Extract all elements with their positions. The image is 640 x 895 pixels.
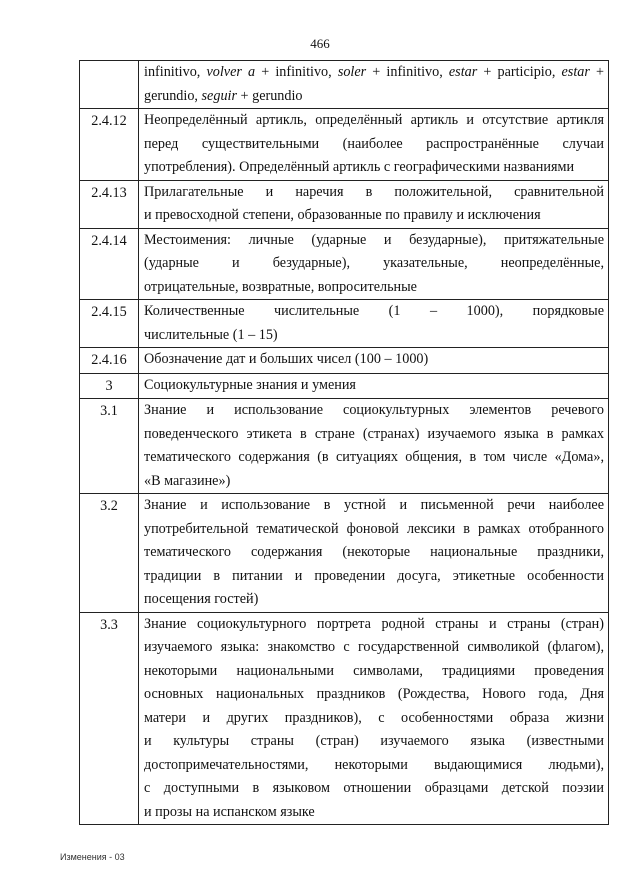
text-line: изучаемого языка: знакомство с государственной символикой (флагом), <box>144 639 604 655</box>
text-line: посещения гостей) <box>144 591 259 607</box>
table-row <box>80 399 609 494</box>
section-number: 2.4.12 <box>80 109 139 181</box>
text-line: Знание и использование в устной и письменной речи наиболее <box>144 497 604 513</box>
text-line: и прозы на испанском языке <box>144 803 315 820</box>
text-line: основных национальных праздников (Рождества, Нового года, Дня <box>144 686 604 702</box>
text-line: и культуры страны (стран) изучаемого языка (известными <box>144 733 604 749</box>
text-line: gerundio, seguir + gerundio <box>144 87 303 104</box>
table-row <box>80 61 609 109</box>
text-line: Прилагательные и наречия в положительной, сравнительной <box>144 183 604 200</box>
table-row <box>80 300 609 348</box>
section-text <box>139 612 609 825</box>
section-text <box>139 494 609 613</box>
text-line: с доступными в языковом отношении образцами детской поэзии <box>144 780 604 796</box>
text-line: употребительной тематической фоновой лексики в рамках отобранного <box>144 520 604 537</box>
table-row <box>80 373 609 399</box>
section-number: 2.4.13 <box>80 180 139 228</box>
text-line: матери и других праздников), с особенностями образа жизни <box>144 709 604 726</box>
text-line: Количественные числительные (1 – 1000), порядковые <box>144 303 604 319</box>
text-line: числительные (1 – 15) <box>144 326 278 343</box>
section-text <box>139 180 609 228</box>
section-number: 2.4.15 <box>80 300 139 348</box>
section-number <box>80 61 139 109</box>
section-text <box>139 228 609 300</box>
text-line: «В магазине») <box>144 472 231 489</box>
text-line: перед существительными (наиболее распространённые случаи <box>144 135 604 152</box>
text-line: традиции в питании и проведении досуга, этикетные особенности <box>144 567 604 584</box>
text-line: отрицательные, возвратные, вопросительные <box>144 278 417 295</box>
footer-note: Изменения - 03 <box>60 852 125 862</box>
text-line: Неопределённый артикль, определённый артикль и отсутствие артикля <box>144 112 604 128</box>
text-line: infinitivo, volver a + infinitivo, soler + infinitivo, estar + participio, estar + <box>144 64 604 80</box>
text-line: Местоимения: личные (ударные и безударные), притяжательные <box>144 231 604 248</box>
text-line: (ударные и безударные), указательные, неопределённые, <box>144 255 604 271</box>
table-row <box>80 180 609 228</box>
text-line: Знание социокультурного портрета родной страны и страны (стран) <box>144 615 604 632</box>
text-line: тематического содержания (некоторые национальные праздники, <box>144 544 604 560</box>
table-row <box>80 109 609 181</box>
content-table <box>79 60 609 825</box>
page-number: 466 <box>310 36 330 51</box>
text-line: Знание и использование социокультурных элементов речевого <box>144 402 604 418</box>
text-line: некоторыми национальными символами, традициями проведения <box>144 662 604 679</box>
section-number: 2.4.16 <box>80 348 139 374</box>
section-number: 3.1 <box>80 399 139 494</box>
section-number: 3 <box>80 373 139 399</box>
table-row <box>80 348 609 374</box>
text-line: и превосходной степени, образованные по правилу и исключения <box>144 207 541 223</box>
text-line: достопримечательностями, некоторыми выдающимися людьми), <box>144 756 604 773</box>
text-line: употребления). Определённый артикль с географическими названиями <box>144 159 575 175</box>
section-text <box>139 109 609 181</box>
table-row <box>80 494 609 613</box>
table-row <box>80 228 609 300</box>
section-text <box>139 300 609 348</box>
section-number: 3.2 <box>80 494 139 613</box>
section-text <box>139 61 609 109</box>
section-number: 3.3 <box>80 612 139 825</box>
section-number: 2.4.14 <box>80 228 139 300</box>
text-line: поведенческого этикета в стране (странах) изучаемого языка в рамках <box>144 425 604 442</box>
text-line: тематического содержания (в ситуациях общения, в том числе «Дома», <box>144 449 604 465</box>
section-text <box>139 399 609 494</box>
section-text <box>139 348 609 374</box>
table-body <box>80 61 609 825</box>
text-line: Социокультурные знания и умения <box>144 376 356 393</box>
text-line: Обозначение дат и больших чисел (100 – 1000) <box>144 351 429 367</box>
section-text <box>139 373 609 399</box>
table-row <box>80 612 609 825</box>
